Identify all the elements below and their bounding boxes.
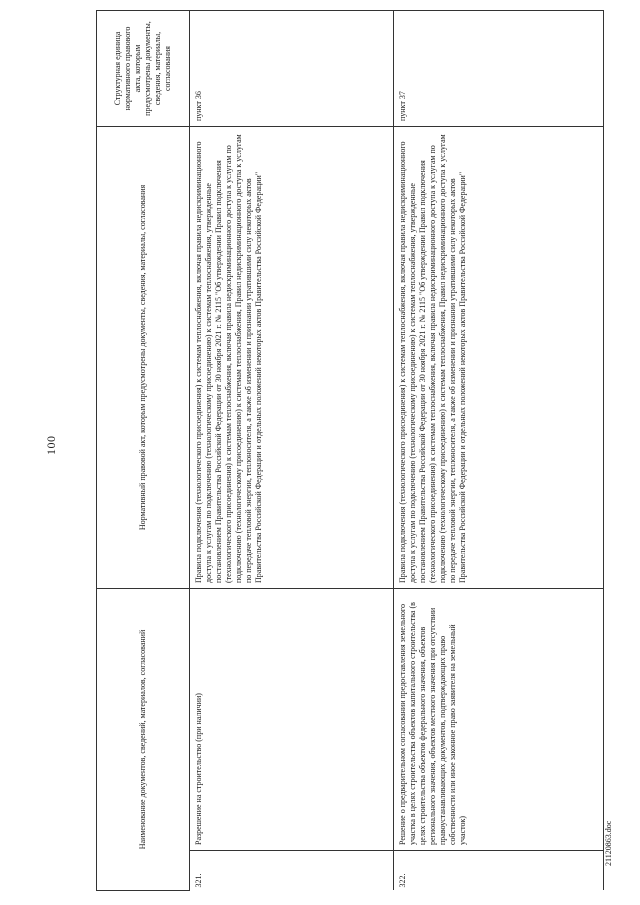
page-number: 100 — [44, 435, 58, 455]
row-structural-unit: пункт 37 — [394, 11, 604, 127]
table-row — [394, 11, 604, 891]
row-number: 322. — [394, 851, 604, 891]
row-number: 321. — [190, 851, 394, 891]
header-act: Нормативный правовой акт, которым предусмотрены документы, сведения, материалы, согласования — [97, 127, 190, 589]
row-legal-act: Правила подключения (технологического присоединения) к системам теплоснабжения, включая правила недискриминационного доступа к услугам по подключению (технологическому присоединению) к системам теплоснабжения, утвержденные постановлением Правительства Российской Федерации от 30 ноября 2021 г. № 2115 "Об утверждении Правил подключения (технологического присоединения) к системам теплоснабжения, включая правила недискриминационного доступа к услугам по подключению (технологическому присоединению) к системам теплоснабжения, Правил недискриминационного доступа к услугам по передаче тепловой энергии, теплоносителя, а также об изменении и признании утратившими силу некоторых актов Правительства Российской Федерации и отдельных положений некоторых актов Правительства Российской Федерации" — [394, 127, 604, 589]
row-document-name: Разрешение на строительство (при наличии) — [190, 589, 394, 851]
table-row — [190, 11, 394, 891]
documents-table — [96, 10, 604, 891]
header-unit: Структурная единица нормативного правового акта, которым предусмотрены документы, сведения, материалы, согласования — [97, 11, 190, 127]
table-header-row — [97, 11, 190, 891]
row-document-name: Решение о предварительном согласовании предоставления земельного участка в целях строительства объектов капитального строительства (в целях строительства объектов федерального значения, объектов регионального значения, объектов местного значения при отсутствии правоустанавливающих документов, подтверждающих право собственности или иное законное право заявителя на земельный участок) — [394, 589, 604, 851]
row-structural-unit: пункт 36 — [190, 11, 394, 127]
document-id: 21120863.doc — [604, 820, 613, 866]
header-name: Наименование документов, сведений, материалов, согласований — [97, 589, 190, 891]
row-legal-act: Правила подключения (технологического присоединения) к системам теплоснабжения, включая правила недискриминационного доступа к услугам по подключению (технологическому присоединению) к системам теплоснабжения, утвержденные постановлением Правительства Российской Федерации от 30 ноября 2021 г. № 2115 "Об утверждении Правил подключения (технологического присоединения) к системам теплоснабжения, включая правила недискриминационного доступа к услугам по подключению (технологическому присоединению) к системам теплоснабжения, Правил недискриминационного доступа к услугам по передаче тепловой энергии, теплоносителя, а также об изменении и признании утратившими силу некоторых актов Правительства Российской Федерации и отдельных положений некоторых актов Правительства Российской Федерации" — [190, 127, 394, 589]
rotated-table-container — [96, 11, 633, 891]
